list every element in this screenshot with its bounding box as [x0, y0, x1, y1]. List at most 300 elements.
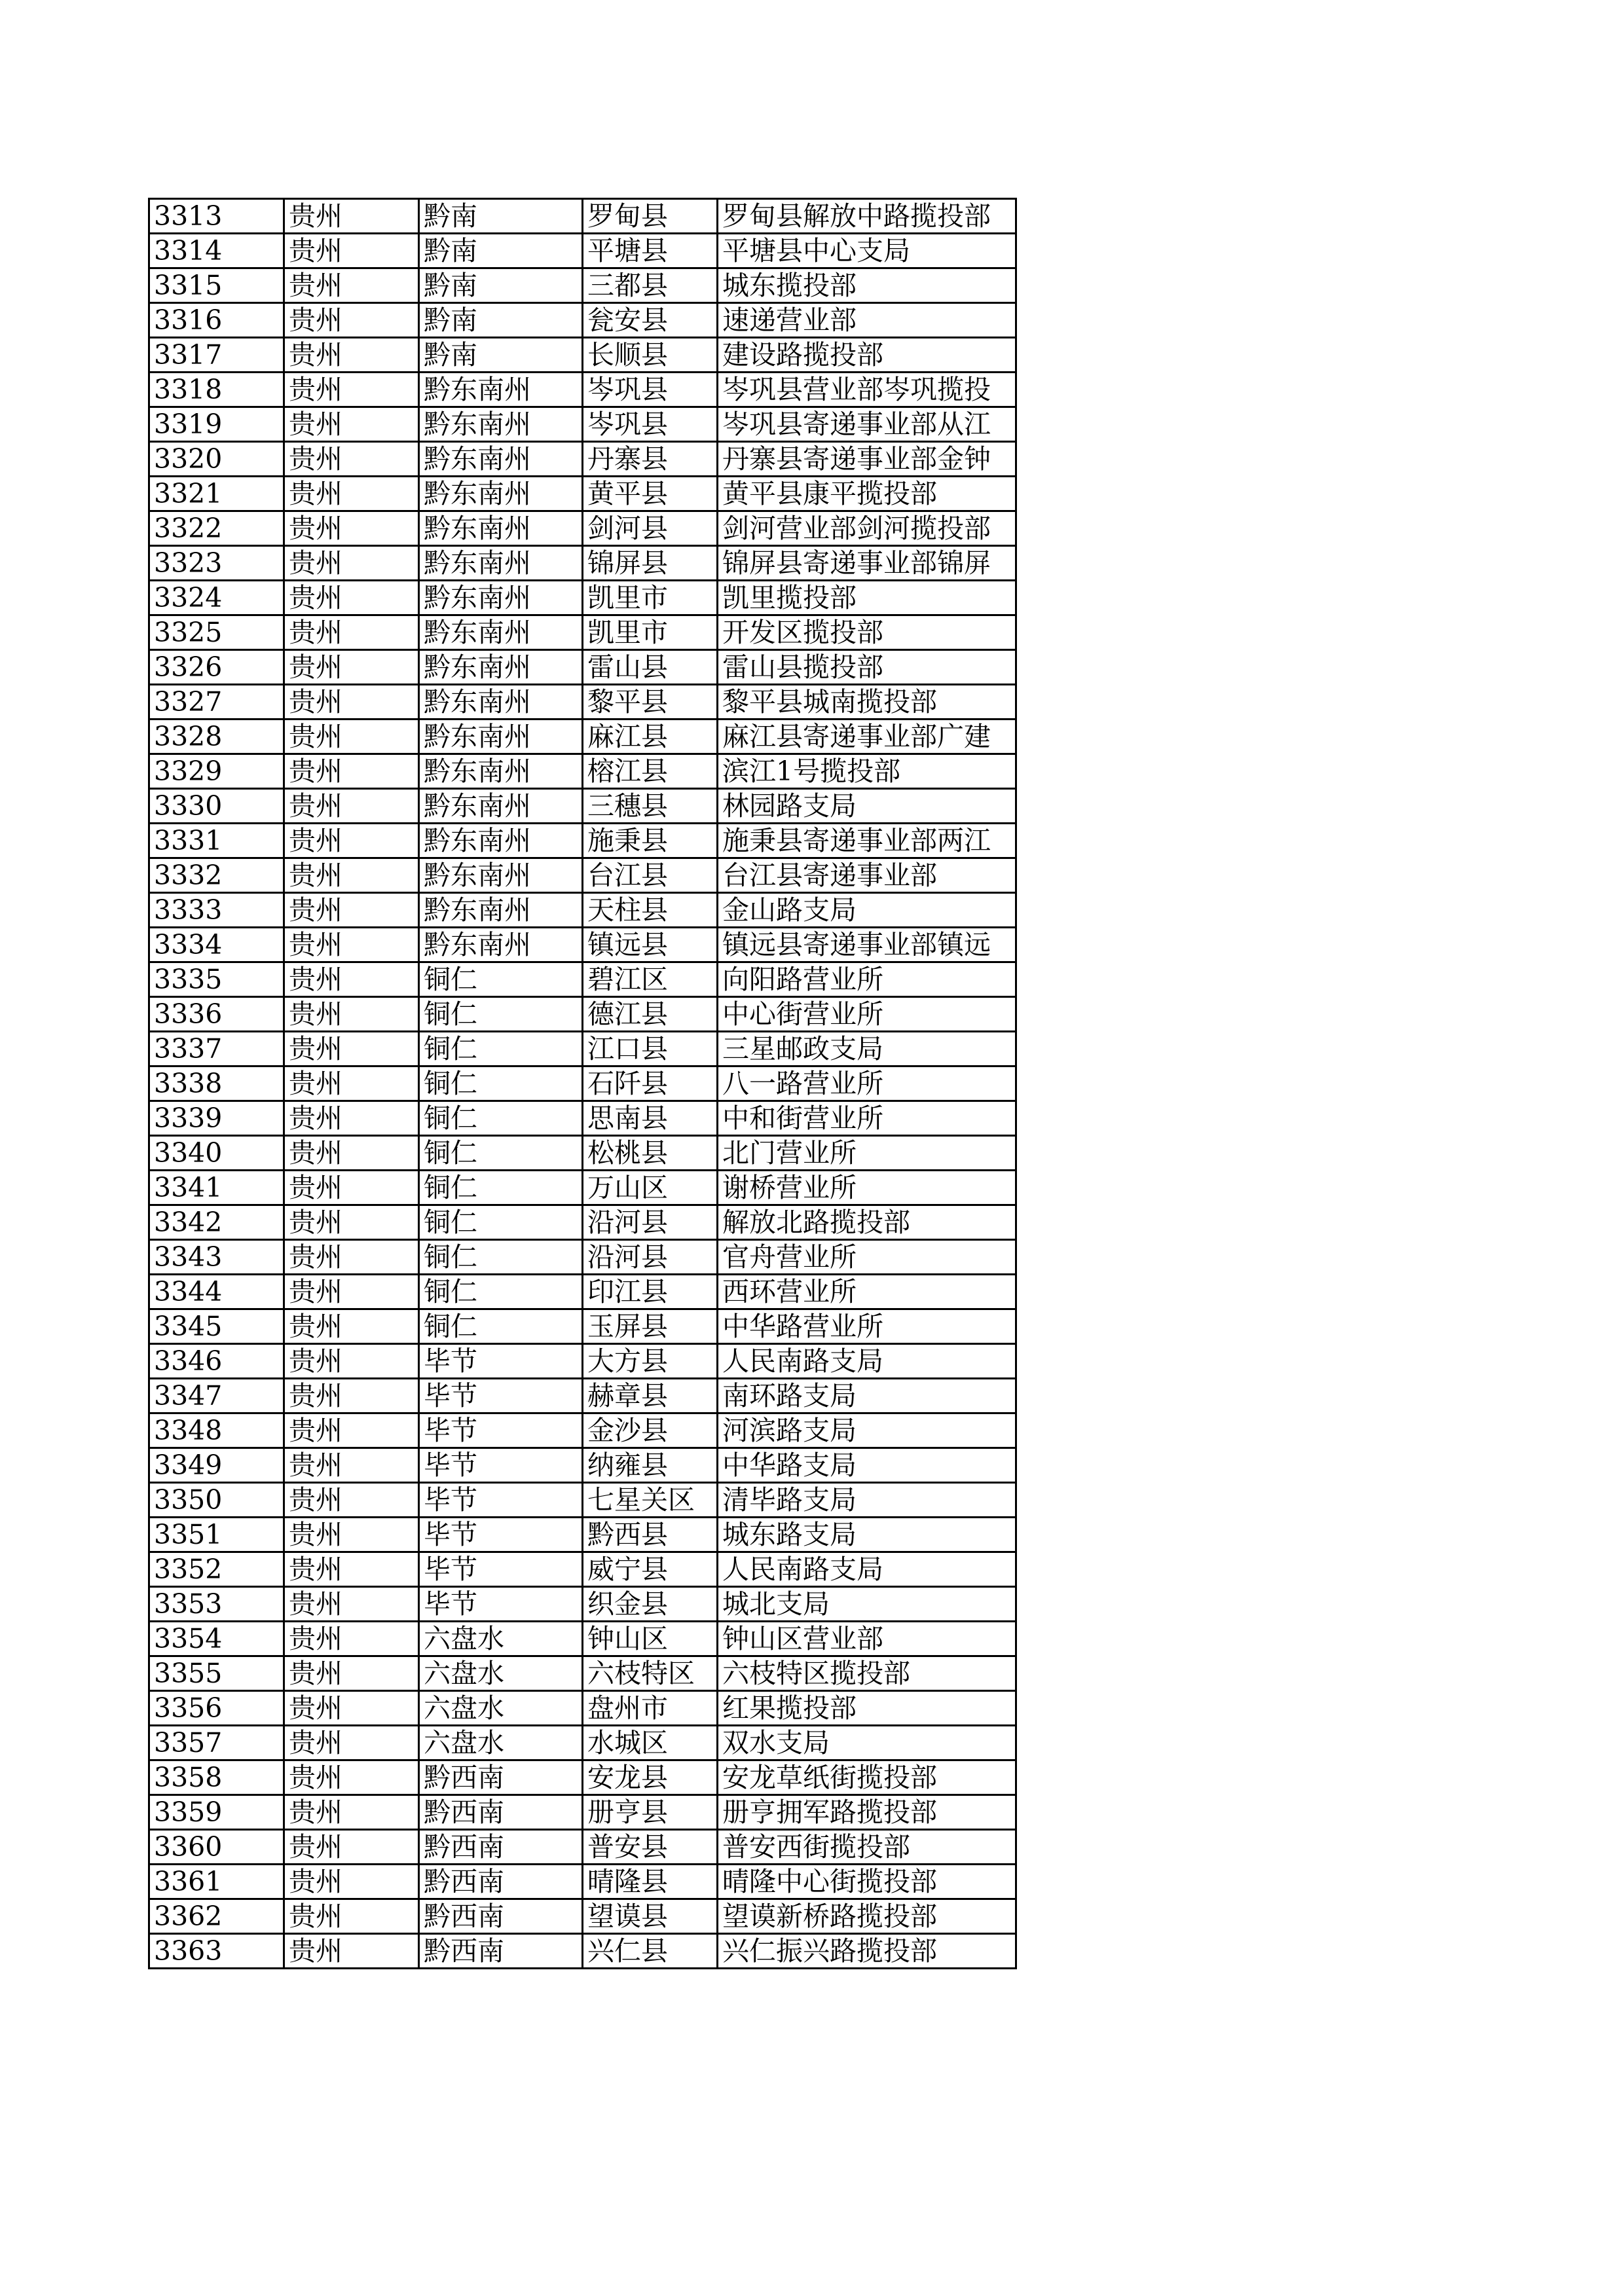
office-cell: 施秉县寄递事业部两江: [718, 824, 1016, 858]
county-cell: 罗甸县: [583, 199, 718, 234]
row-number-cell: 3323: [149, 546, 284, 581]
county-cell: 岑巩县: [583, 407, 718, 442]
province-cell: 贵州: [284, 962, 419, 997]
row-number-cell: 3360: [149, 1830, 284, 1865]
table-row: [149, 373, 1016, 407]
county-cell: 望谟县: [583, 1899, 718, 1934]
office-cell: 清毕路支局: [718, 1483, 1016, 1518]
row-number-cell: 3333: [149, 893, 284, 928]
row-number-cell: 3328: [149, 720, 284, 754]
row-number-cell: 3316: [149, 303, 284, 338]
row-number-cell: 3318: [149, 373, 284, 407]
city-cell: 毕节: [419, 1344, 583, 1379]
county-cell: 三穗县: [583, 789, 718, 824]
province-cell: 贵州: [284, 1691, 419, 1726]
row-number-cell: 3327: [149, 685, 284, 720]
city-cell: 黔西南: [419, 1899, 583, 1934]
row-number-cell: 3358: [149, 1760, 284, 1795]
province-cell: 贵州: [284, 1483, 419, 1518]
county-cell: 赫章县: [583, 1379, 718, 1413]
county-cell: 大方县: [583, 1344, 718, 1379]
city-cell: 铜仁: [419, 1309, 583, 1344]
table-row: [149, 1101, 1016, 1136]
province-cell: 贵州: [284, 1587, 419, 1622]
table-row: [149, 1830, 1016, 1865]
table-row: [149, 407, 1016, 442]
county-cell: 丹寨县: [583, 442, 718, 477]
province-cell: 贵州: [284, 338, 419, 373]
office-cell: 麻江县寄递事业部广建: [718, 720, 1016, 754]
table-row: [149, 1934, 1016, 1969]
province-cell: 贵州: [284, 1101, 419, 1136]
county-cell: 黎平县: [583, 685, 718, 720]
county-cell: 织金县: [583, 1587, 718, 1622]
office-cell: 中华路支局: [718, 1448, 1016, 1483]
county-cell: 凯里市: [583, 581, 718, 615]
table-row: [149, 303, 1016, 338]
province-cell: 贵州: [284, 1934, 419, 1969]
county-cell: 黄平县: [583, 477, 718, 511]
province-cell: 贵州: [284, 754, 419, 789]
county-cell: 钟山区: [583, 1622, 718, 1656]
city-cell: 毕节: [419, 1448, 583, 1483]
city-cell: 黔东南州: [419, 373, 583, 407]
table-row: [149, 1240, 1016, 1275]
county-cell: 镇远县: [583, 928, 718, 962]
office-cell: 晴隆中心街揽投部: [718, 1865, 1016, 1899]
office-cell: 望谟新桥路揽投部: [718, 1899, 1016, 1934]
province-cell: 贵州: [284, 1413, 419, 1448]
office-cell: 台江县寄递事业部: [718, 858, 1016, 893]
row-number-cell: 3338: [149, 1066, 284, 1101]
office-cell: 金山路支局: [718, 893, 1016, 928]
table-row: [149, 1656, 1016, 1691]
row-number-cell: 3313: [149, 199, 284, 234]
table-row: [149, 199, 1016, 234]
city-cell: 黔东南州: [419, 615, 583, 650]
county-cell: 平塘县: [583, 234, 718, 268]
office-cell: 雷山县揽投部: [718, 650, 1016, 685]
city-cell: 毕节: [419, 1552, 583, 1587]
table-row: [149, 1136, 1016, 1171]
county-cell: 金沙县: [583, 1413, 718, 1448]
city-cell: 黔东南州: [419, 858, 583, 893]
office-cell: 红果揽投部: [718, 1691, 1016, 1726]
county-cell: 沿河县: [583, 1205, 718, 1240]
office-cell: 西环营业所: [718, 1275, 1016, 1309]
city-cell: 黔西南: [419, 1795, 583, 1830]
row-number-cell: 3319: [149, 407, 284, 442]
city-cell: 黔西南: [419, 1865, 583, 1899]
row-number-cell: 3335: [149, 962, 284, 997]
province-cell: 贵州: [284, 1379, 419, 1413]
province-cell: 贵州: [284, 824, 419, 858]
office-cell: 丹寨县寄递事业部金钟: [718, 442, 1016, 477]
county-cell: 麻江县: [583, 720, 718, 754]
office-cell: 平塘县中心支局: [718, 234, 1016, 268]
office-cell: 滨江1号揽投部: [718, 754, 1016, 789]
province-cell: 贵州: [284, 1552, 419, 1587]
table-row: [149, 1344, 1016, 1379]
table-row: [149, 650, 1016, 685]
city-cell: 黔南: [419, 234, 583, 268]
city-cell: 黔东南州: [419, 754, 583, 789]
county-cell: 天柱县: [583, 893, 718, 928]
province-cell: 贵州: [284, 650, 419, 685]
province-cell: 贵州: [284, 1865, 419, 1899]
row-number-cell: 3348: [149, 1413, 284, 1448]
county-cell: 兴仁县: [583, 1934, 718, 1969]
province-cell: 贵州: [284, 720, 419, 754]
table-row: [149, 1171, 1016, 1205]
province-cell: 贵州: [284, 1171, 419, 1205]
city-cell: 黔东南州: [419, 893, 583, 928]
table-row: [149, 1865, 1016, 1899]
row-number-cell: 3359: [149, 1795, 284, 1830]
county-cell: 思南县: [583, 1101, 718, 1136]
table-row: [149, 1413, 1016, 1448]
city-cell: 黔东南州: [419, 442, 583, 477]
office-cell: 速递营业部: [718, 303, 1016, 338]
province-cell: 贵州: [284, 1032, 419, 1066]
county-cell: 沿河县: [583, 1240, 718, 1275]
county-cell: 盘州市: [583, 1691, 718, 1726]
row-number-cell: 3342: [149, 1205, 284, 1240]
county-cell: 普安县: [583, 1830, 718, 1865]
table-row: [149, 1795, 1016, 1830]
office-cell: 城东揽投部: [718, 268, 1016, 303]
city-cell: 黔东南州: [419, 720, 583, 754]
province-cell: 贵州: [284, 1240, 419, 1275]
office-cell: 钟山区营业部: [718, 1622, 1016, 1656]
office-cell: 谢桥营业所: [718, 1171, 1016, 1205]
province-cell: 贵州: [284, 1726, 419, 1760]
row-number-cell: 3356: [149, 1691, 284, 1726]
city-cell: 毕节: [419, 1587, 583, 1622]
table-row: [149, 1518, 1016, 1552]
row-number-cell: 3343: [149, 1240, 284, 1275]
province-cell: 贵州: [284, 199, 419, 234]
county-cell: 德江县: [583, 997, 718, 1032]
county-cell: 六枝特区: [583, 1656, 718, 1691]
office-cell: 双水支局: [718, 1726, 1016, 1760]
row-number-cell: 3341: [149, 1171, 284, 1205]
table-row: [149, 546, 1016, 581]
city-cell: 铜仁: [419, 997, 583, 1032]
row-number-cell: 3349: [149, 1448, 284, 1483]
table-row: [149, 1691, 1016, 1726]
province-cell: 贵州: [284, 1656, 419, 1691]
table-row: [149, 442, 1016, 477]
county-cell: 碧江区: [583, 962, 718, 997]
city-cell: 铜仁: [419, 962, 583, 997]
province-cell: 贵州: [284, 1309, 419, 1344]
row-number-cell: 3361: [149, 1865, 284, 1899]
data-table: [148, 198, 1017, 1969]
office-cell: 黄平县康平揽投部: [718, 477, 1016, 511]
county-cell: 雷山县: [583, 650, 718, 685]
row-number-cell: 3355: [149, 1656, 284, 1691]
county-cell: 台江县: [583, 858, 718, 893]
county-cell: 施秉县: [583, 824, 718, 858]
city-cell: 黔东南州: [419, 824, 583, 858]
province-cell: 贵州: [284, 1448, 419, 1483]
table-row: [149, 1483, 1016, 1518]
table-row: [149, 997, 1016, 1032]
row-number-cell: 3357: [149, 1726, 284, 1760]
city-cell: 黔东南州: [419, 546, 583, 581]
province-cell: 贵州: [284, 581, 419, 615]
city-cell: 毕节: [419, 1413, 583, 1448]
city-cell: 铜仁: [419, 1205, 583, 1240]
province-cell: 贵州: [284, 1830, 419, 1865]
county-cell: 松桃县: [583, 1136, 718, 1171]
office-cell: 安龙草纸街揽投部: [718, 1760, 1016, 1795]
city-cell: 黔东南州: [419, 477, 583, 511]
province-cell: 贵州: [284, 511, 419, 546]
province-cell: 贵州: [284, 1760, 419, 1795]
table-row: [149, 1275, 1016, 1309]
city-cell: 铜仁: [419, 1136, 583, 1171]
table-row: [149, 789, 1016, 824]
row-number-cell: 3353: [149, 1587, 284, 1622]
row-number-cell: 3325: [149, 615, 284, 650]
table-row: [149, 581, 1016, 615]
row-number-cell: 3344: [149, 1275, 284, 1309]
row-number-cell: 3329: [149, 754, 284, 789]
row-number-cell: 3324: [149, 581, 284, 615]
province-cell: 贵州: [284, 893, 419, 928]
city-cell: 黔西南: [419, 1830, 583, 1865]
office-cell: 中和街营业所: [718, 1101, 1016, 1136]
city-cell: 黔南: [419, 338, 583, 373]
office-cell: 北门营业所: [718, 1136, 1016, 1171]
table-row: [149, 1726, 1016, 1760]
county-cell: 石阡县: [583, 1066, 718, 1101]
city-cell: 铜仁: [419, 1240, 583, 1275]
city-cell: 铜仁: [419, 1171, 583, 1205]
table-row: [149, 928, 1016, 962]
office-cell: 林园路支局: [718, 789, 1016, 824]
table-row: [149, 338, 1016, 373]
province-cell: 贵州: [284, 1795, 419, 1830]
row-number-cell: 3330: [149, 789, 284, 824]
city-cell: 黔东南州: [419, 650, 583, 685]
table-row: [149, 1066, 1016, 1101]
office-cell: 凯里揽投部: [718, 581, 1016, 615]
office-cell: 六枝特区揽投部: [718, 1656, 1016, 1691]
province-cell: 贵州: [284, 1066, 419, 1101]
table-row: [149, 1552, 1016, 1587]
city-cell: 黔东南州: [419, 789, 583, 824]
county-cell: 凯里市: [583, 615, 718, 650]
province-cell: 贵州: [284, 546, 419, 581]
city-cell: 六盘水: [419, 1622, 583, 1656]
county-cell: 纳雍县: [583, 1448, 718, 1483]
county-cell: 锦屏县: [583, 546, 718, 581]
province-cell: 贵州: [284, 1344, 419, 1379]
office-cell: 罗甸县解放中路揽投部: [718, 199, 1016, 234]
office-cell: 锦屏县寄递事业部锦屏: [718, 546, 1016, 581]
city-cell: 铜仁: [419, 1066, 583, 1101]
row-number-cell: 3332: [149, 858, 284, 893]
office-cell: 人民南路支局: [718, 1344, 1016, 1379]
row-number-cell: 3339: [149, 1101, 284, 1136]
table-row: [149, 1899, 1016, 1934]
city-cell: 铜仁: [419, 1101, 583, 1136]
row-number-cell: 3354: [149, 1622, 284, 1656]
office-cell: 岑巩县寄递事业部从江: [718, 407, 1016, 442]
city-cell: 六盘水: [419, 1691, 583, 1726]
office-cell: 官舟营业所: [718, 1240, 1016, 1275]
table-row: [149, 824, 1016, 858]
row-number-cell: 3321: [149, 477, 284, 511]
province-cell: 贵州: [284, 303, 419, 338]
province-cell: 贵州: [284, 615, 419, 650]
table-row: [149, 685, 1016, 720]
table-row: [149, 1448, 1016, 1483]
office-cell: 三星邮政支局: [718, 1032, 1016, 1066]
city-cell: 六盘水: [419, 1726, 583, 1760]
table-row: [149, 858, 1016, 893]
city-cell: 黔东南州: [419, 581, 583, 615]
office-cell: 中华路营业所: [718, 1309, 1016, 1344]
table-row: [149, 268, 1016, 303]
office-cell: 城东路支局: [718, 1518, 1016, 1552]
row-number-cell: 3317: [149, 338, 284, 373]
province-cell: 贵州: [284, 1205, 419, 1240]
office-cell: 兴仁振兴路揽投部: [718, 1934, 1016, 1969]
county-cell: 威宁县: [583, 1552, 718, 1587]
row-number-cell: 3347: [149, 1379, 284, 1413]
row-number-cell: 3346: [149, 1344, 284, 1379]
office-cell: 河滨路支局: [718, 1413, 1016, 1448]
office-cell: 开发区揽投部: [718, 615, 1016, 650]
row-number-cell: 3340: [149, 1136, 284, 1171]
province-cell: 贵州: [284, 1275, 419, 1309]
county-cell: 瓮安县: [583, 303, 718, 338]
county-cell: 剑河县: [583, 511, 718, 546]
county-cell: 长顺县: [583, 338, 718, 373]
row-number-cell: 3362: [149, 1899, 284, 1934]
city-cell: 黔东南州: [419, 685, 583, 720]
province-cell: 贵州: [284, 407, 419, 442]
county-cell: 玉屏县: [583, 1309, 718, 1344]
table-row: [149, 615, 1016, 650]
province-cell: 贵州: [284, 477, 419, 511]
office-cell: 人民南路支局: [718, 1552, 1016, 1587]
table-body: [149, 199, 1016, 1969]
row-number-cell: 3334: [149, 928, 284, 962]
city-cell: 毕节: [419, 1483, 583, 1518]
table-row: [149, 893, 1016, 928]
office-cell: 向阳路营业所: [718, 962, 1016, 997]
office-cell: 中心街营业所: [718, 997, 1016, 1032]
county-cell: 万山区: [583, 1171, 718, 1205]
city-cell: 黔东南州: [419, 511, 583, 546]
office-cell: 册亨拥军路揽投部: [718, 1795, 1016, 1830]
row-number-cell: 3351: [149, 1518, 284, 1552]
province-cell: 贵州: [284, 442, 419, 477]
office-cell: 黎平县城南揽投部: [718, 685, 1016, 720]
row-number-cell: 3363: [149, 1934, 284, 1969]
row-number-cell: 3315: [149, 268, 284, 303]
row-number-cell: 3352: [149, 1552, 284, 1587]
province-cell: 贵州: [284, 997, 419, 1032]
province-cell: 贵州: [284, 1899, 419, 1934]
province-cell: 贵州: [284, 685, 419, 720]
province-cell: 贵州: [284, 1518, 419, 1552]
office-cell: 镇远县寄递事业部镇远: [718, 928, 1016, 962]
county-cell: 岑巩县: [583, 373, 718, 407]
county-cell: 安龙县: [583, 1760, 718, 1795]
table-row: [149, 477, 1016, 511]
table-row: [149, 962, 1016, 997]
table-row: [149, 511, 1016, 546]
city-cell: 黔南: [419, 303, 583, 338]
city-cell: 六盘水: [419, 1656, 583, 1691]
city-cell: 毕节: [419, 1379, 583, 1413]
row-number-cell: 3314: [149, 234, 284, 268]
row-number-cell: 3337: [149, 1032, 284, 1066]
table-row: [149, 1032, 1016, 1066]
office-cell: 剑河营业部剑河揽投部: [718, 511, 1016, 546]
province-cell: 贵州: [284, 858, 419, 893]
county-cell: 榕江县: [583, 754, 718, 789]
row-number-cell: 3350: [149, 1483, 284, 1518]
office-cell: 解放北路揽投部: [718, 1205, 1016, 1240]
city-cell: 黔南: [419, 268, 583, 303]
table-row: [149, 754, 1016, 789]
city-cell: 毕节: [419, 1518, 583, 1552]
county-cell: 印江县: [583, 1275, 718, 1309]
office-cell: 八一路营业所: [718, 1066, 1016, 1101]
county-cell: 黔西县: [583, 1518, 718, 1552]
table-row: [149, 1587, 1016, 1622]
county-cell: 七星关区: [583, 1483, 718, 1518]
office-cell: 普安西街揽投部: [718, 1830, 1016, 1865]
table-row: [149, 720, 1016, 754]
table-row: [149, 1760, 1016, 1795]
office-cell: 城北支局: [718, 1587, 1016, 1622]
city-cell: 黔东南州: [419, 407, 583, 442]
city-cell: 铜仁: [419, 1275, 583, 1309]
county-cell: 江口县: [583, 1032, 718, 1066]
office-cell: 建设路揽投部: [718, 338, 1016, 373]
province-cell: 贵州: [284, 373, 419, 407]
office-cell: 南环路支局: [718, 1379, 1016, 1413]
row-number-cell: 3322: [149, 511, 284, 546]
row-number-cell: 3336: [149, 997, 284, 1032]
city-cell: 铜仁: [419, 1032, 583, 1066]
city-cell: 黔西南: [419, 1934, 583, 1969]
row-number-cell: 3326: [149, 650, 284, 685]
province-cell: 贵州: [284, 1136, 419, 1171]
province-cell: 贵州: [284, 234, 419, 268]
row-number-cell: 3320: [149, 442, 284, 477]
city-cell: 黔南: [419, 199, 583, 234]
table-row: [149, 1622, 1016, 1656]
county-cell: 晴隆县: [583, 1865, 718, 1899]
row-number-cell: 3345: [149, 1309, 284, 1344]
province-cell: 贵州: [284, 1622, 419, 1656]
city-cell: 黔东南州: [419, 928, 583, 962]
province-cell: 贵州: [284, 268, 419, 303]
table-row: [149, 1309, 1016, 1344]
province-cell: 贵州: [284, 789, 419, 824]
table-row: [149, 1205, 1016, 1240]
city-cell: 黔西南: [419, 1760, 583, 1795]
